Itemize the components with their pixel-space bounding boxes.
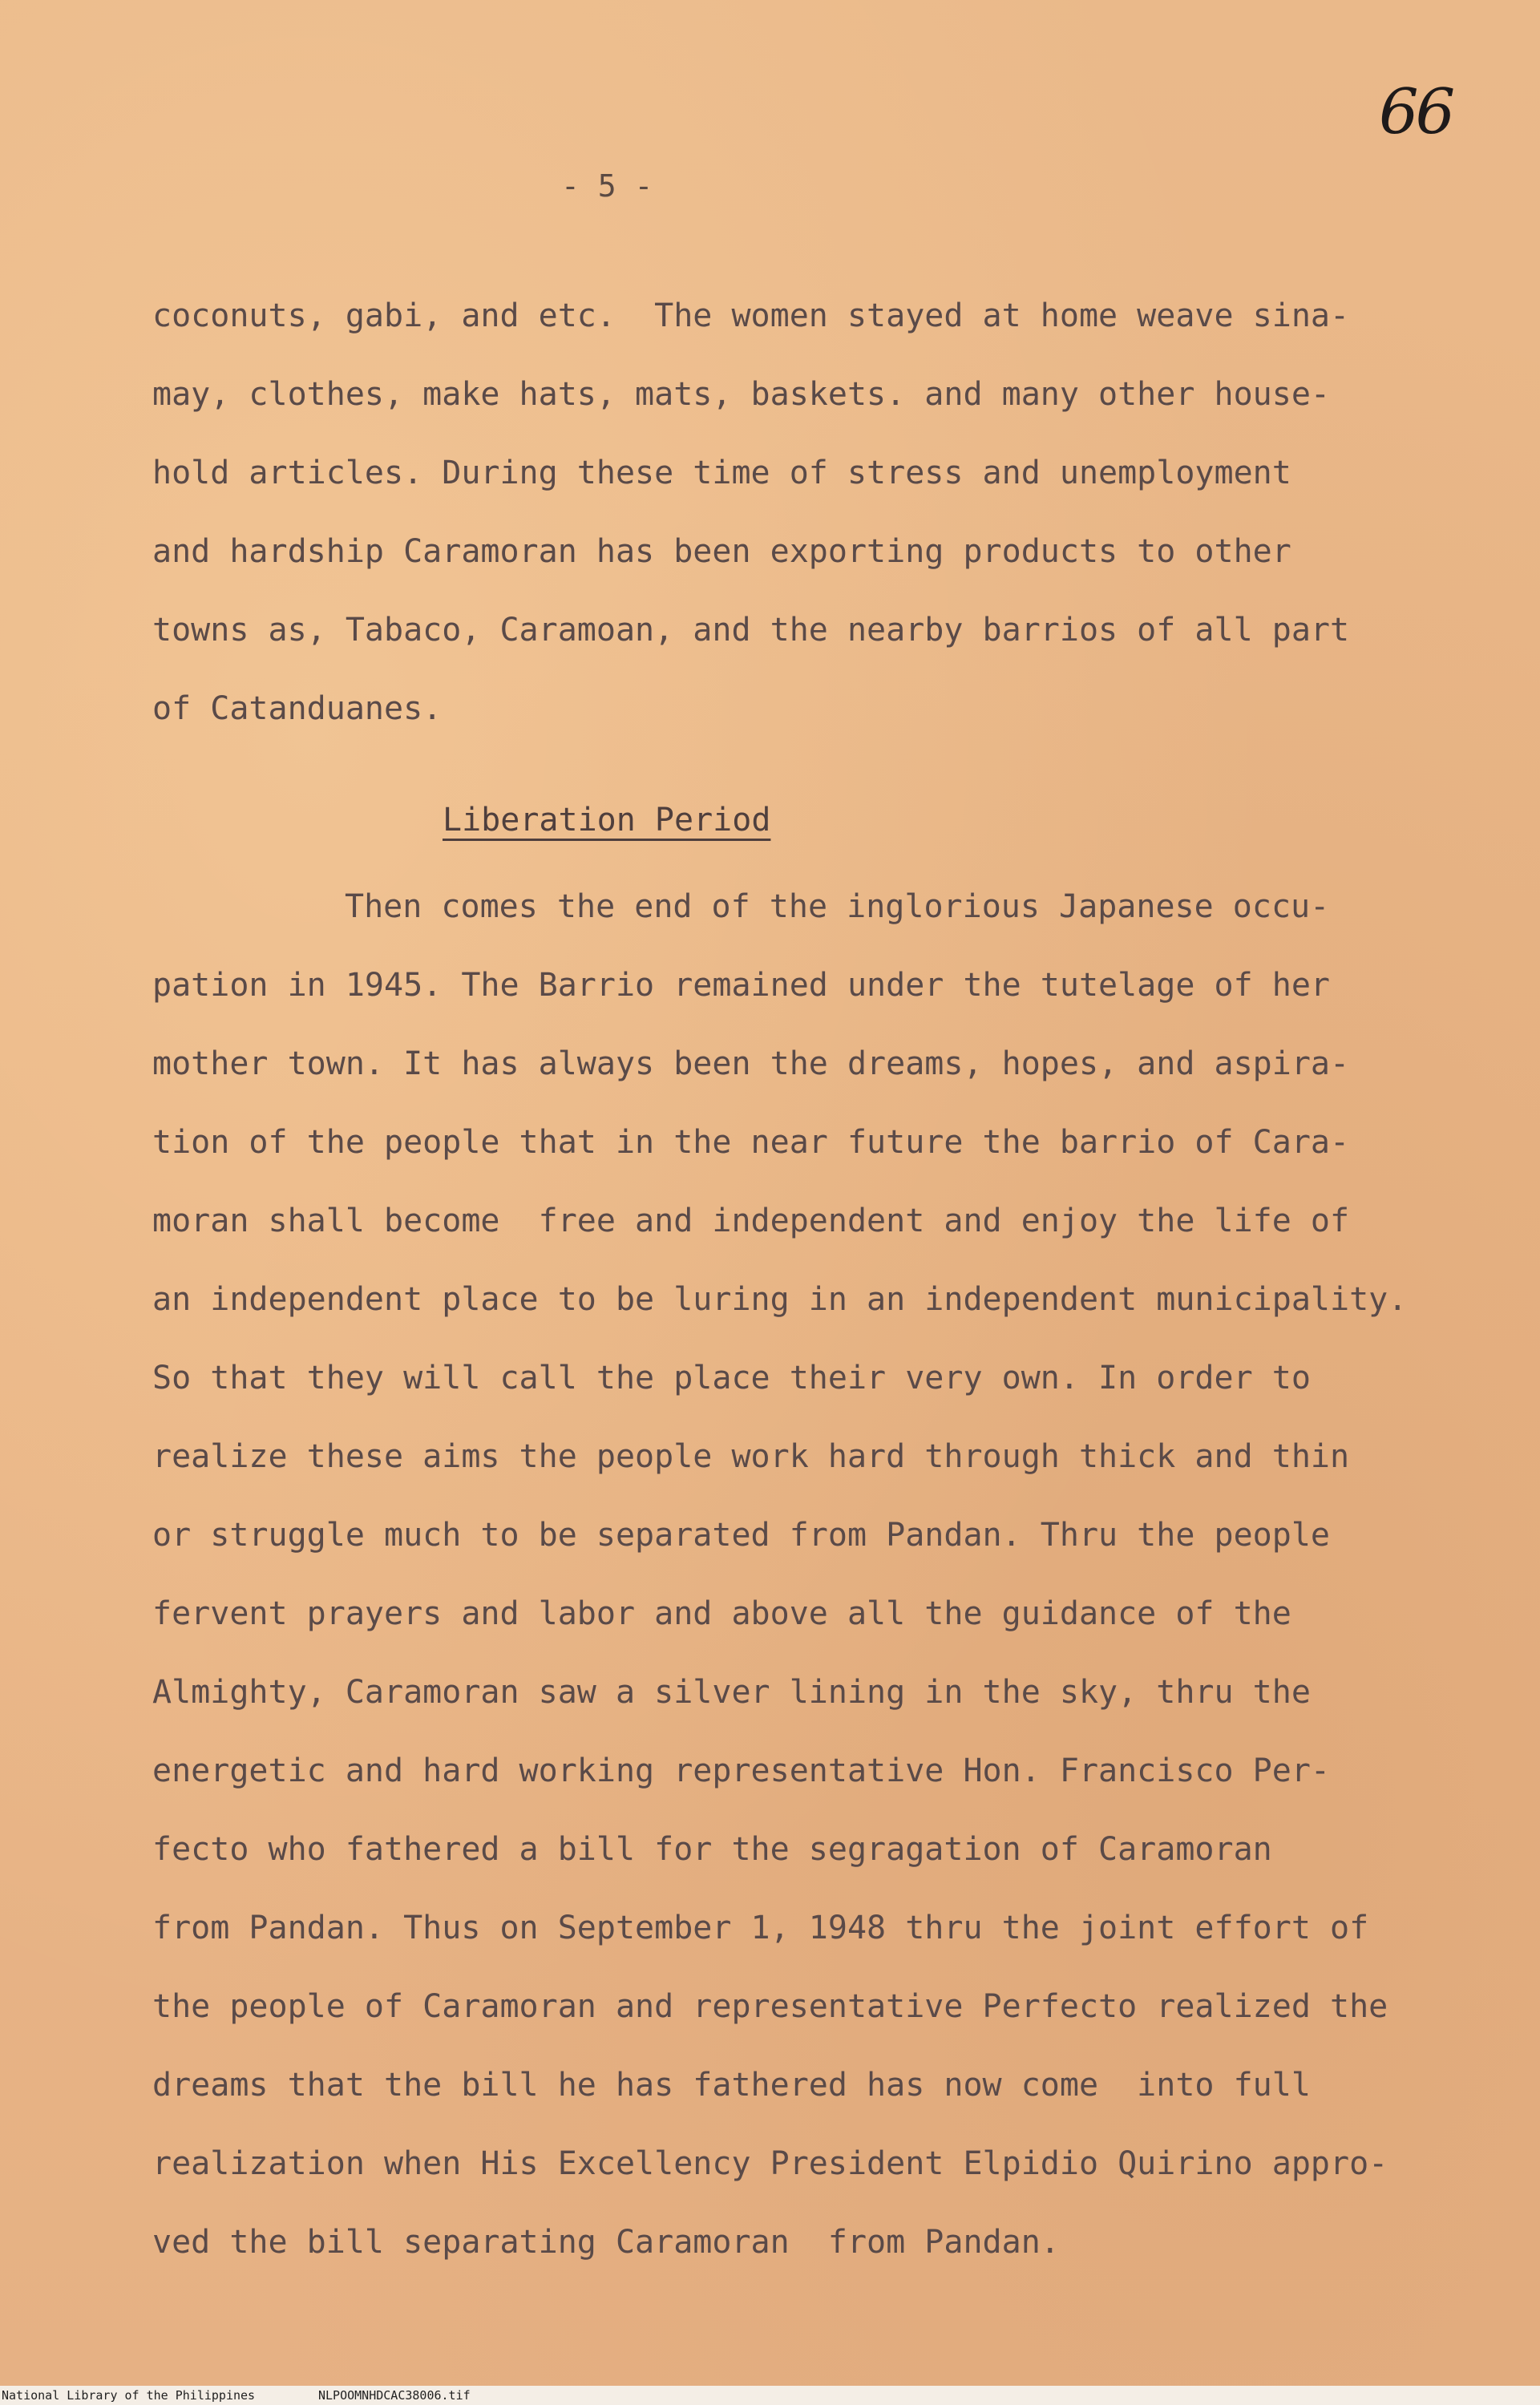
text-line: mother town. It has always been the dreams, hopes, and aspira- — [152, 1045, 1350, 1082]
text-line: So that they will call the place their very own. In order to — [152, 1360, 1311, 1397]
text-line: realize these aims the people work hard through thick and thin — [152, 1438, 1350, 1475]
text-line: ved the bill separating Caramoran from Pandan. — [152, 2224, 1060, 2261]
library-credit: National Library of the Philippines — [2, 2388, 256, 2403]
page-number: - 5 - — [561, 168, 653, 204]
text-line: energetic and hard working representative Hon. Francisco Per- — [152, 1752, 1331, 1789]
text-line: fervent prayers and labor and above all the guidance of the — [152, 1595, 1291, 1632]
handwritten-page-mark: 66 — [1379, 76, 1453, 148]
text-line: fecto who fathered a bill for the segragation of Caramoran — [152, 1831, 1272, 1868]
text-line: moran shall become free and independent and enjoy the life of — [152, 1202, 1350, 1239]
section-heading-liberation-period: Liberation Period — [443, 802, 771, 839]
text-line: of Catanduanes. — [152, 690, 443, 727]
scan-footer — [0, 2386, 1540, 2405]
text-line: dreams that the bill he has fathered has now come into full — [152, 2067, 1311, 2104]
paragraph-occupation-period — [152, 277, 1403, 748]
text-line: or struggle much to be separated from Pandan. Thru the people — [152, 1517, 1331, 1554]
text-line: the people of Caramoran and representative Perfecto realized the — [152, 1988, 1388, 2025]
text-line: Then comes the end of the inglorious Japanese occu- — [345, 888, 1330, 925]
text-line: towns as, Tabaco, Caramoan, and the nearby barrios of all part — [152, 612, 1350, 649]
text-line: hold articles. During these time of stress and unemployment — [152, 455, 1291, 491]
file-name: NLPOOMNHDCAC38006.tif — [318, 2388, 471, 2403]
text-line: Almighty, Caramoran saw a silver lining in the sky, thru the — [152, 1674, 1311, 1711]
text-line: and hardship Caramoran has been exporting products to other — [152, 533, 1291, 570]
text-line: pation in 1945. The Barrio remained under the tutelage of her — [152, 967, 1331, 1004]
text-line: realization when His Excellency President Elpidio Quirino appro- — [152, 2145, 1388, 2182]
text-line: may, clothes, make hats, mats, baskets. and many other house- — [152, 376, 1331, 413]
paragraph-liberation-period — [152, 867, 1408, 2282]
text-line: an independent place to be luring in an independent municipality. — [152, 1281, 1408, 1318]
text-line: coconuts, gabi, and etc. The women stayed at home weave sina- — [152, 297, 1350, 334]
text-line: tion of the people that in the near future the barrio of Cara- — [152, 1124, 1350, 1161]
text-line: from Pandan. Thus on September 1, 1948 thru the joint effort of — [152, 1910, 1369, 1946]
